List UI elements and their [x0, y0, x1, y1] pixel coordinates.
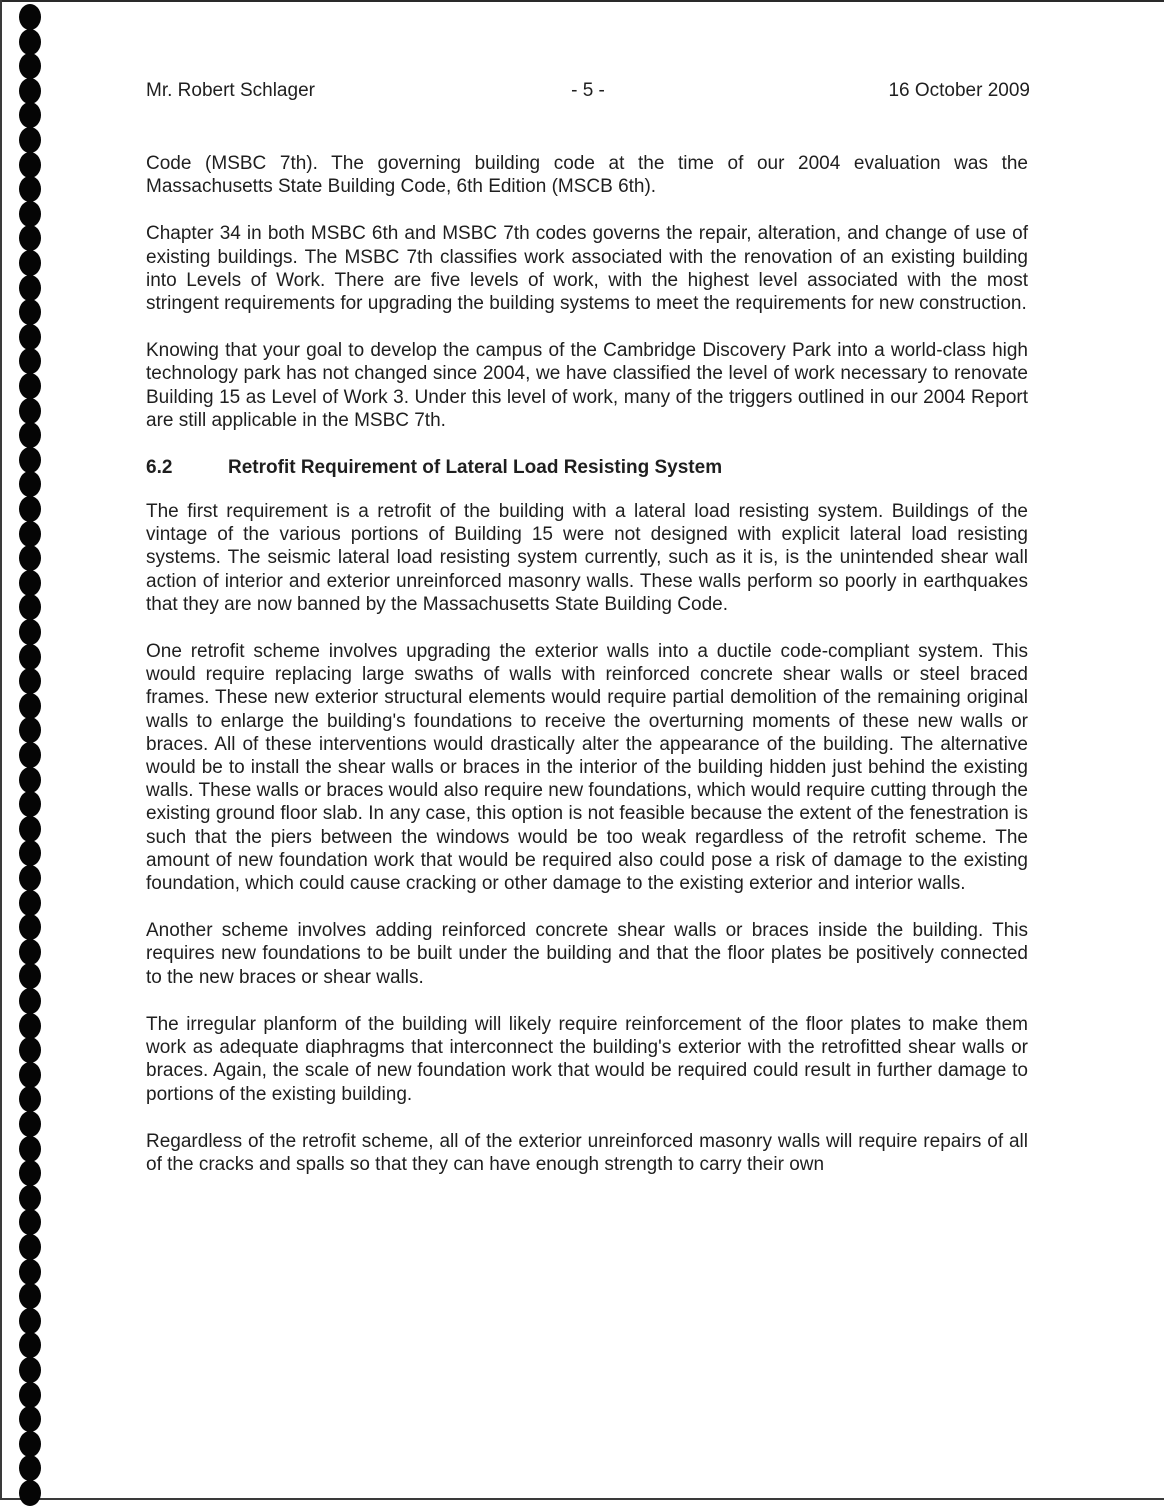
- binder-hole: [19, 275, 41, 301]
- binder-hole: [19, 594, 41, 620]
- section-title: Retrofit Requirement of Lateral Load Resisting System: [228, 457, 723, 479]
- binder-hole: [19, 176, 41, 202]
- binder-hole: [19, 53, 41, 79]
- binder-hole: [19, 1111, 41, 1137]
- binder-hole: [19, 102, 41, 128]
- binder-hole: [19, 1283, 41, 1309]
- binder-hole: [19, 1234, 41, 1260]
- binder-hole: [19, 1308, 41, 1334]
- binder-hole: [19, 1062, 41, 1088]
- binder-hole: [19, 348, 41, 374]
- binder-hole: [19, 29, 41, 55]
- section-number: 6.2: [146, 457, 173, 479]
- binder-hole: [19, 225, 41, 251]
- binder-hole: [19, 324, 41, 350]
- binder-hole: [19, 1136, 41, 1162]
- page-edge-top: [0, 0, 1164, 2]
- binder-hole: [19, 471, 41, 497]
- binder-hole: [19, 1185, 41, 1211]
- binder-hole: [19, 988, 41, 1014]
- page-number: - 5 -: [571, 80, 605, 101]
- binder-hole: [19, 1357, 41, 1383]
- page-edge-left: [0, 0, 2, 1500]
- binder-hole: [19, 1406, 41, 1432]
- binder-hole: [19, 545, 41, 571]
- binder-hole: [19, 1259, 41, 1285]
- binder-hole: [19, 1455, 41, 1481]
- paragraph: One retrofit scheme involves upgrading the exterior walls into a ductile code-compliant system. This would require replacing large swaths of walls with reinforced concrete shear walls or steel braced frames. These new exterior structural elements would require partial demolition of the remaining original walls to enlarge the building's foundations to receive the overturning moments of these new walls or braces. All of these interventions would drastically alter the appearance of the building. The alternative would be to install the shear walls or braces in the interior of the building hidden just behind the existing walls. These walls or braces would also require new foundations, which would require cutting through the existing ground floor slab. In any case, this option is not feasible because the extent of the fenestration is such that the piers between the windows would be too weak regardless of the retrofit scheme. The amount of new foundation work that would be required also could pose a risk of damage to the existing foundation, which could cause cracking or other damage to the existing exterior and interior walls.: [146, 641, 1028, 895]
- binder-hole: [19, 890, 41, 916]
- paragraph: Knowing that your goal to develop the campus of the Cambridge Discovery Park into a world-class high technology park has not changed since 2004, we have classified the level of work necessary to renovate Building 15 as Level of Work 3. Under this level of work, many of the triggers outlined in our 2004 Report are still applicable in the MSBC 7th.: [146, 340, 1028, 431]
- binder-hole: [19, 1480, 41, 1506]
- binder-hole: [19, 127, 41, 153]
- binder-hole: [19, 1382, 41, 1408]
- binder-hole: [19, 398, 41, 424]
- binder-hole: [19, 1013, 41, 1039]
- binder-hole: [19, 201, 41, 227]
- binder-hole: [19, 963, 41, 989]
- binder-hole: [19, 422, 41, 448]
- paragraph: Another scheme involves adding reinforced concrete shear walls or braces inside the building. This requires new foundations to be built under the building and that the floor plates be positively connected to the new braces or shear walls.: [146, 920, 1028, 988]
- paragraph: The irregular planform of the building will likely require reinforcement of the floor plates to make them work as adequate diaphragms that interconnect the building's exterior with the retrofitted shear walls or braces. Again, the scale of new foundation work that would be required could result in further damage to portions of the existing building.: [146, 1013, 1028, 1105]
- binder-hole: [19, 717, 41, 743]
- binder-hole: [19, 447, 41, 473]
- binder-hole: [19, 570, 41, 596]
- binder-hole: [19, 4, 41, 30]
- binder-hole: [19, 373, 41, 399]
- section-heading: [146, 456, 1028, 479]
- letter-date: 16 October 2009: [888, 80, 1030, 101]
- binder-hole: [19, 865, 41, 891]
- binder-hole: [19, 693, 41, 719]
- binder-hole: [19, 250, 41, 276]
- paragraph: Regardless of the retrofit scheme, all of the exterior unreinforced masonry walls will require repairs of all of the cracks and spalls so that they can have enough strength to carry their own: [146, 1130, 1028, 1175]
- binder-hole: [19, 1086, 41, 1112]
- binder-hole: [19, 78, 41, 104]
- binder-hole: [19, 939, 41, 965]
- binder-hole: [19, 496, 41, 522]
- recipient-name: Mr. Robert Schlager: [146, 80, 315, 101]
- binder-hole: [19, 152, 41, 178]
- paragraph: The first requirement is a retrofit of the building with a lateral load resisting system. Buildings of the vintage of the various portions of Building 15 were not designed with explicit lateral load resisting systems. The seismic lateral load resisting system currently, such as it is, is the unintended shear wall action of interior and exterior unreinforced masonry walls. These walls perform so poorly in earthquakes that they are now banned by the Massachusetts State Building Code.: [146, 501, 1028, 615]
- letter-body: [146, 152, 1028, 1200]
- binder-hole: [19, 644, 41, 670]
- binder-hole: [19, 299, 41, 325]
- binder-hole: [19, 914, 41, 940]
- paragraph: Code (MSBC 7th). The governing building code at the time of our 2004 evaluation was the Massachusetts State Building Code, 6th Edition (MSCB 6th).: [146, 153, 1028, 198]
- binder-hole: [19, 816, 41, 842]
- binder-hole: [19, 840, 41, 866]
- page-header: [146, 80, 1030, 106]
- binder-hole: [19, 1209, 41, 1235]
- binder-hole: [19, 791, 41, 817]
- binder-hole: [19, 767, 41, 793]
- binder-hole: [19, 619, 41, 645]
- binder-hole: [19, 521, 41, 547]
- binder-hole: [19, 742, 41, 768]
- binder-hole: [19, 668, 41, 694]
- binder-hole: [19, 1332, 41, 1358]
- paragraph: Chapter 34 in both MSBC 6th and MSBC 7th codes governs the repair, alteration, and change of use of existing buildings. The MSBC 7th classifies work associated with the renovation of an existing building into Levels of Work. There are five levels of work, with the highest level associated with the most stringent requirements for upgrading the building systems to meet the requirements for new construction.: [146, 223, 1028, 315]
- binder-holes: [19, 0, 43, 1500]
- binder-hole: [19, 1037, 41, 1063]
- binder-hole: [19, 1431, 41, 1457]
- binder-hole: [19, 1160, 41, 1186]
